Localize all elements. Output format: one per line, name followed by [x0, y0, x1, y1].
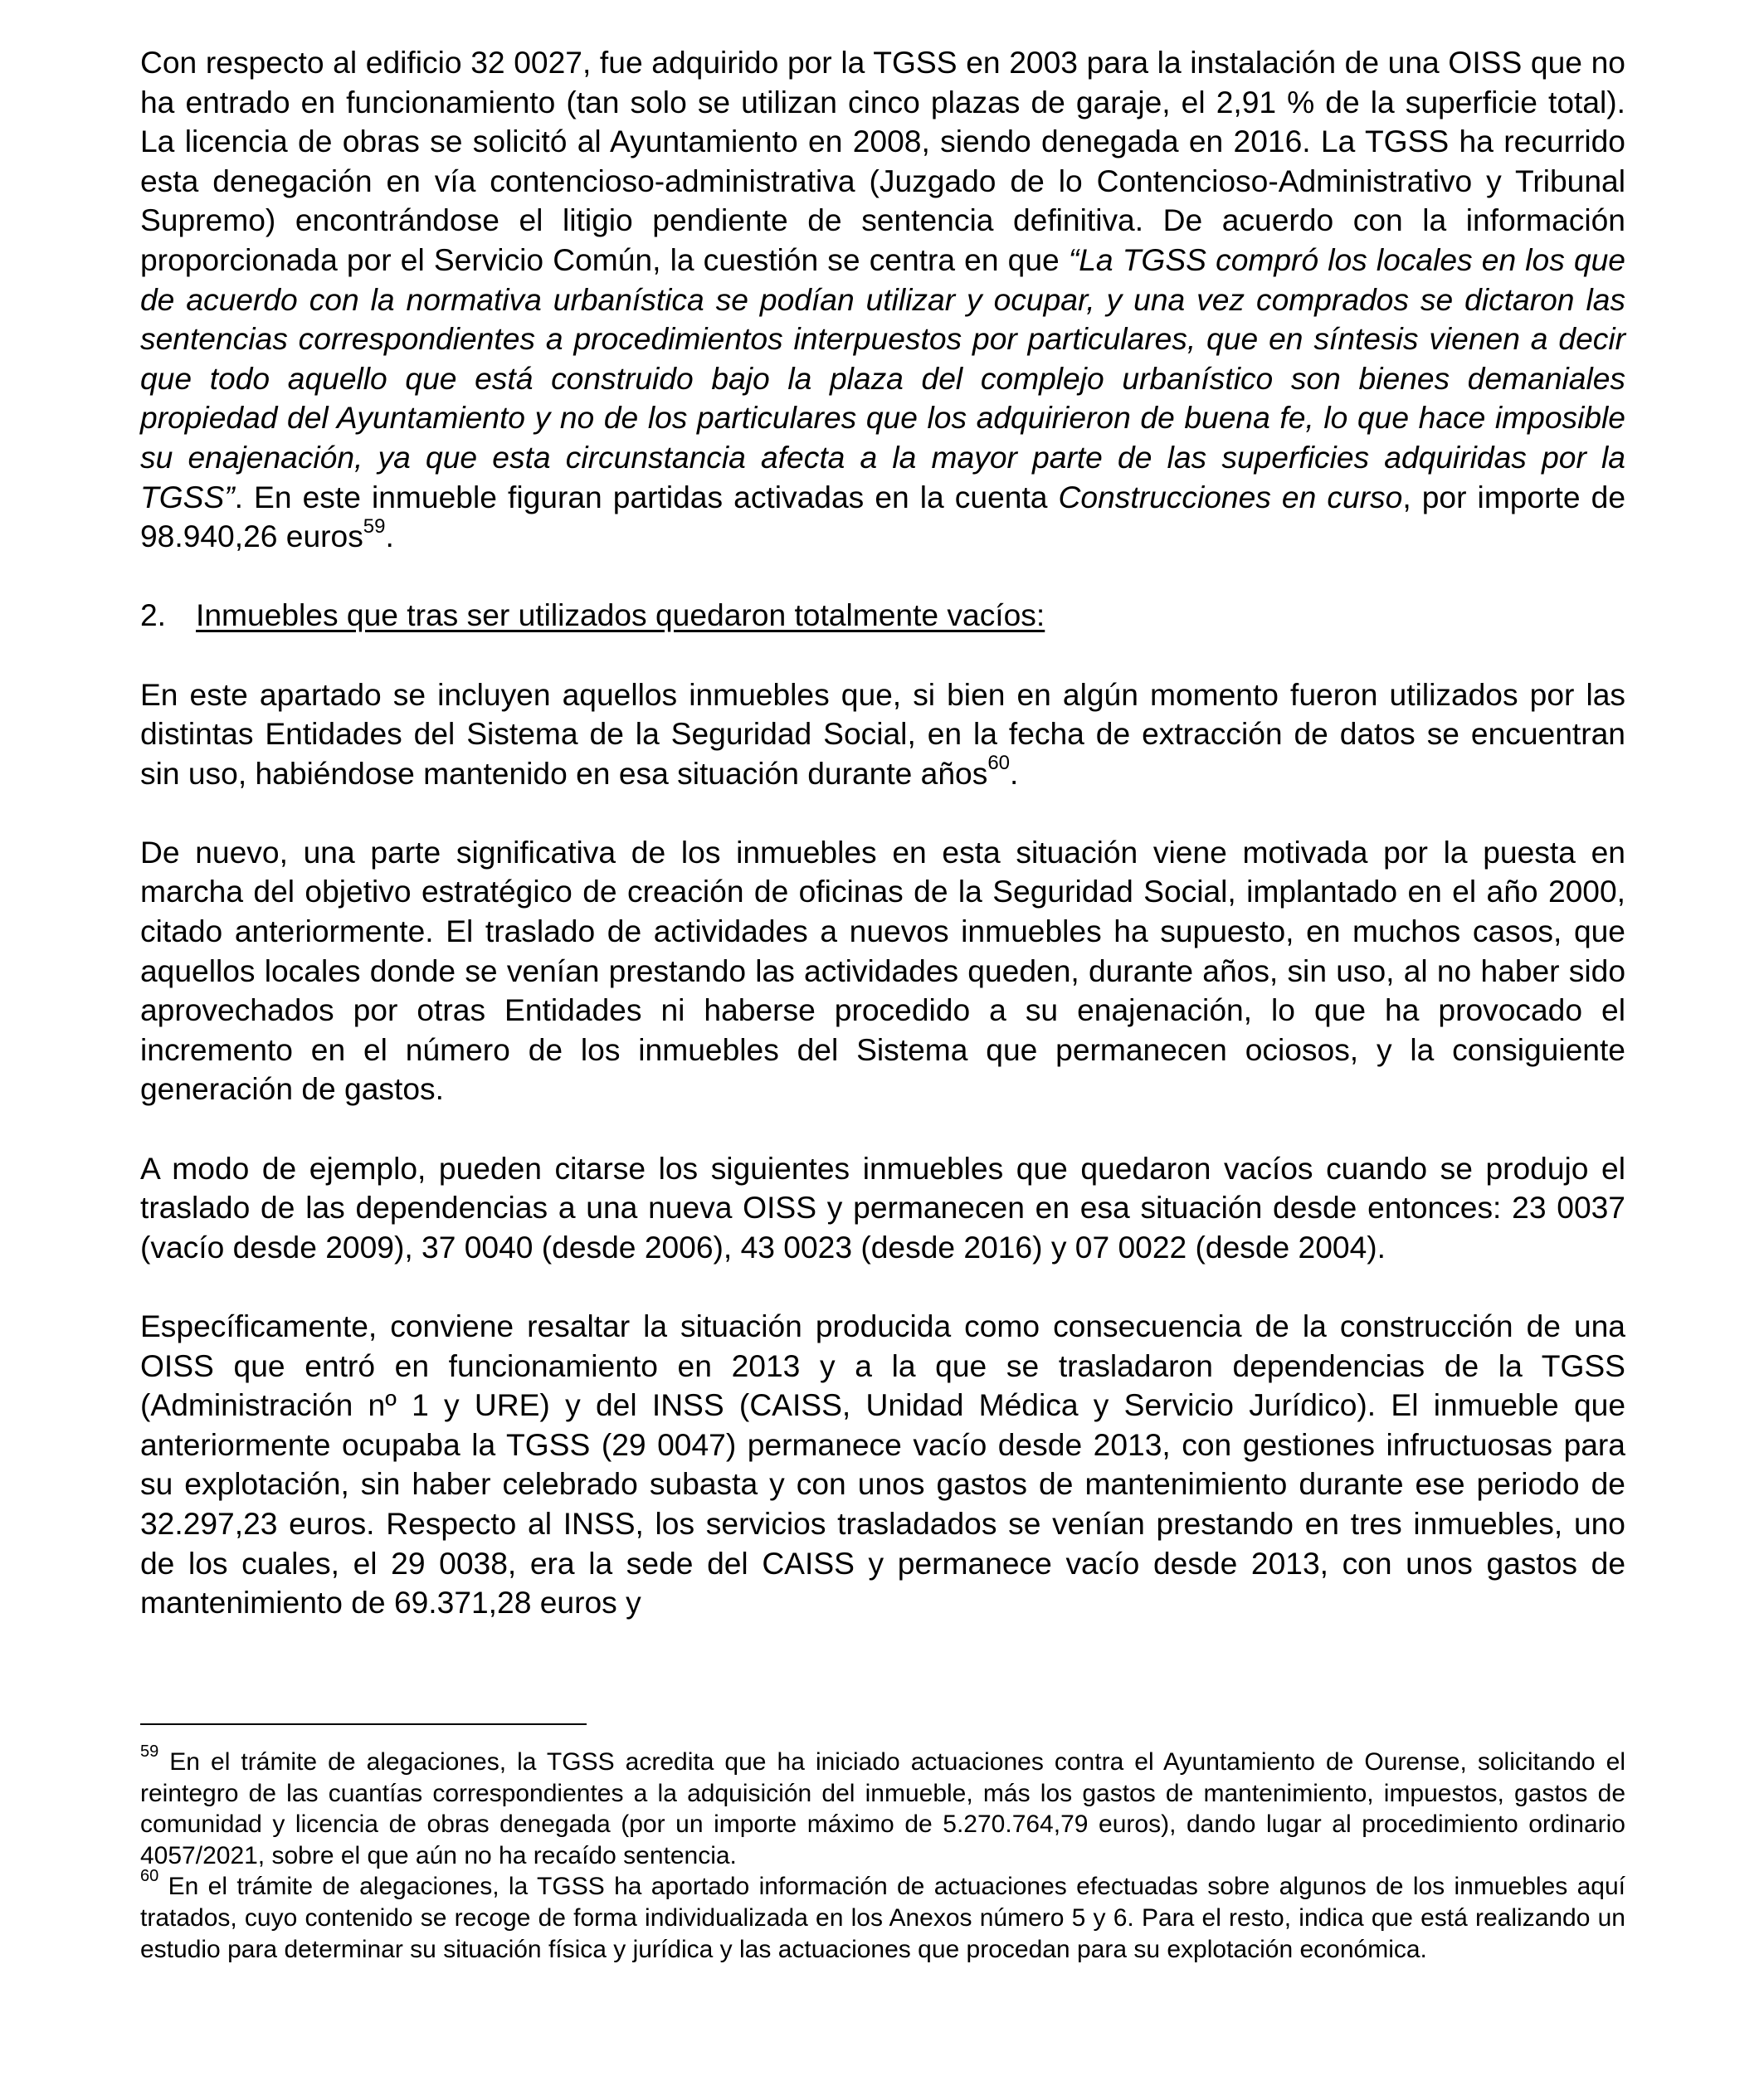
- footnote-separator: [140, 1723, 587, 1725]
- section-number: 2.: [140, 597, 167, 633]
- footnote-text: En el trámite de alegaciones, la TGSS acredita que ha iniciado actuaciones contra el Ayuntamiento de Ourense, solicitando el reintegro de las cuantías correspondientes a la adquisición del inmueble, más los gastos de mantenimiento, impuestos, gastos de comunidad y licencia de obras denegada (por un importe máximo de 5.270.764,79 euros), dando lugar al procedimiento ordinario 4057/2021, sobre el que aún no ha recaído sentencia.: [140, 1748, 1625, 1869]
- section-title: Inmuebles que tras ser utilizados quedaron totalmente vacíos:: [196, 597, 1045, 633]
- footnote-text: En el trámite de alegaciones, la TGSS ha aportado información de actuaciones efectuadas sobre algunos de los inmuebles aquí tratados, cuyo contenido se recoge de forma individualizada en los Anexos número 5 y 6. Para el resto, indica que está realizando un estudio para determinar su situación física y jurídica y las actuaciones que procedan para su explotación económica.: [140, 1873, 1625, 1963]
- paragraph-text: .: [1010, 755, 1019, 791]
- footnotes: [140, 1742, 1625, 1965]
- paragraph-oiss-2013: Específicamente, conviene resaltar la situación producida como consecuencia de la construcción de una OISS que entró en funcionamiento en 2013 y a la que se trasladaron dependencias de la TGSS (Administración nº 1 y URE) y del INSS (CAISS, Unidad Médica y Servicio Jurídico). El inmueble que anteriormente ocupaba la TGSS (29 0047) permanece vacío desde 2013, con gestiones infructuosas para su explotación, sin haber celebrado subasta y con unos gastos de mantenimiento durante ese periodo de 32.297,23 euros. Respecto al INSS, los servicios trasladados se venían prestando en tres inmuebles, uno de los cuales, el 29 0038, era la sede del CAISS y permanece vacío desde 2013, con unos gastos de mantenimiento de 69.371,28 euros y: [140, 1309, 1625, 1620]
- footnote-ref-59: 59: [363, 514, 386, 538]
- paragraph-strategic-objective: De nuevo, una parte significativa de los inmuebles en esta situación viene motivada por la puesta en marcha del objetivo estratégico de creación de oficinas de la Seguridad Social, implantado en el año 2000, citado anteriormente. El traslado de actividades a nuevos inmuebles ha supuesto, en muchos casos, que aquellos locales donde se venían prestando las actividades queden, durante años, sin uso, al no haber sido aprovechados por otras Entidades ni haberse procedido a su enajenación, lo que ha provocado el incremento en el número de los inmuebles del Sistema que permanecen ociosos, y la consiguiente generación de gastos.: [140, 834, 1625, 1107]
- section-heading: [140, 596, 1625, 636]
- paragraph-building-32-0027: [140, 43, 1625, 557]
- footnote-number: 59: [140, 1742, 159, 1761]
- document-body: [140, 43, 1625, 1623]
- footnote-number: 60: [140, 1867, 159, 1886]
- footnote-59: [140, 1742, 1625, 1871]
- paragraph-text: . En este inmueble figuran partidas activadas en la cuenta: [234, 479, 1059, 514]
- paragraph-text: En este apartado se incluyen aquellos inmuebles que, si bien en algún momento fueron utilizados por las distintas Entidades del Sistema de la Seguridad Social, en la fecha de extracción de datos se encuentran sin uso, habiéndose mantenido en esa situación durante años: [140, 676, 1625, 791]
- footnote-ref-60: 60: [987, 752, 1011, 775]
- paragraph-definition: [140, 675, 1625, 794]
- footnote-60: [140, 1867, 1625, 1965]
- paragraph-text: Con respecto al edificio 32 0027, fue adquirido por la TGSS en 2003 para la instalación de una OISS que no ha entrado en funcionamiento (tan solo se utilizan cinco plazas de garaje, el 2,91 % de la superficie total). La licencia de obras se solicitó al Ayuntamiento en 2008, siendo denegada en 2016. La TGSS ha recurrido esta denegación en vía contencioso-administrativa (Juzgado de lo Contencioso-Administrativo y Tribunal Supremo) encontrándose el litigio pendiente de sentencia definitiva. De acuerdo con la información proporcionada por el Servicio Común, la cuestión se centra en que: [140, 45, 1625, 277]
- paragraph-examples: A modo de ejemplo, pueden citarse los siguientes inmuebles que quedaron vacíos cuando se produjo el traslado de las dependencias a una nueva OISS y permanecen en esa situación desde entonces: 23 0037 (vacío desde 2009), 37 0040 (desde 2006), 43 0023 (desde 2016) y 07 0022 (desde 2004).: [140, 1150, 1625, 1265]
- account-name: Construcciones en curso: [1058, 479, 1403, 514]
- quoted-text: “La TGSS compró los locales en los que de acuerdo con la normativa urbanística se podían utilizar y ocupar, y una vez comprados se dictaron las sentencias correspondientes a procedimientos interpuestos por particulares, que en síntesis vienen a decir que todo aquello que está construido bajo la plaza del complejo urbanístico son bienes demaniales propiedad del Ayuntamiento y no de los particulares que los adquirieron de buena fe, lo que hace imposible su enajenación, ya que esta circunstancia afecta a la mayor parte de las superficies adquiridas por la TGSS”: [140, 241, 1625, 514]
- paragraph-text: .: [385, 519, 394, 554]
- paragraph-text: , por importe de 98.940,26 euros: [140, 479, 1625, 554]
